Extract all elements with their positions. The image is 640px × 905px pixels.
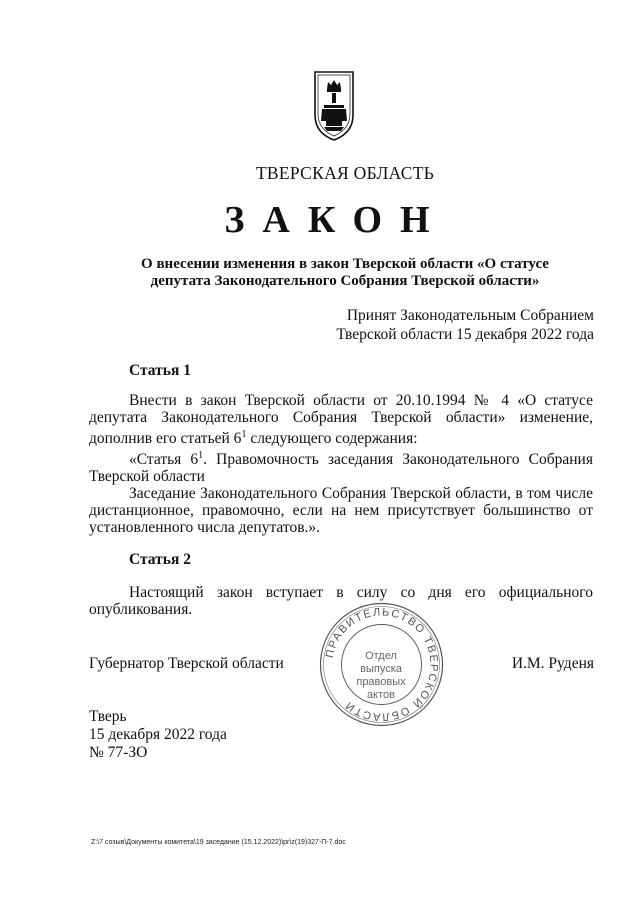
stamp-line-2: выпуска	[360, 663, 402, 675]
adoption-note-line-1: Принят Законодательным Собранием	[346, 307, 594, 324]
signatory-position: Губернатор Тверской области	[89, 655, 284, 672]
stamp-line-3: правовых	[356, 676, 406, 688]
article-1-quote-body: Заседание Законодательного Собрания Тверской области, в том числе дистанционное, правомочно, если на нем присутствует большинство от установленного числа депутатов.».	[89, 485, 593, 537]
article-1-quote-heading	[89, 447, 593, 485]
region-title: ТВЕРСКАЯ ОБЛАСТЬ	[255, 163, 435, 183]
adoption-note	[336, 306, 594, 344]
article-1-quote-text: «Статья 6	[129, 451, 199, 469]
meta-number: № 77-ЗО	[89, 744, 148, 761]
document-meta	[89, 708, 227, 762]
article-1-body	[89, 392, 593, 536]
coat-of-arms-emblem	[314, 71, 354, 141]
article-1-intro-tail: следующего содержания:	[246, 430, 418, 448]
stamp-line-4: актов	[367, 689, 395, 701]
document-type-title: ЗАКОН	[224, 199, 448, 241]
law-subject-line-2: депутата Законодательного Собрания Тверской области»	[150, 273, 540, 289]
article-1-quote-superscript: 1	[198, 450, 204, 462]
file-path-footer: Z:\7 созыв\Документы комитета\19 заседание (15.12.2022)\pr\z(19)327-П-7.doc	[91, 839, 346, 846]
law-subject	[100, 256, 590, 290]
adoption-note-line-2: Тверской области 15 декабря 2022 года	[336, 326, 594, 343]
article-2-heading: Статья 2	[129, 551, 191, 568]
stamp-ring-text: ПРАВИТЕЛЬСТВО ТВЕРСКОЙ ОБЛАСТИ	[323, 606, 440, 723]
meta-date: 15 декабря 2022 года	[89, 726, 227, 743]
law-subject-line-1: О внесении изменения в закон Тверской области «О статусе	[141, 256, 549, 272]
stamp-line-1: Отдел	[365, 650, 397, 662]
article-1-heading: Статья 1	[129, 362, 191, 379]
article-1-quote-tail: . Правомочность заседания Законодательного Собрания Тверской области	[89, 451, 593, 486]
signatory-name: И.М. Руденя	[511, 655, 594, 672]
article-2-text: Настоящий закон вступает в силу со дня его официального опубликования.	[89, 584, 593, 618]
article-1-intro	[89, 392, 593, 447]
article-1-intro-text: Внести в закон Тверской области от 20.10.1994 № 4 «О статусе депутата Законодательного Собрания Тверской области» изменение, дополнив его статьей 6	[89, 392, 593, 448]
article-1-intro-superscript: 1	[241, 429, 247, 440]
stamp-inner-text	[343, 650, 419, 702]
meta-city: Тверь	[89, 708, 127, 725]
